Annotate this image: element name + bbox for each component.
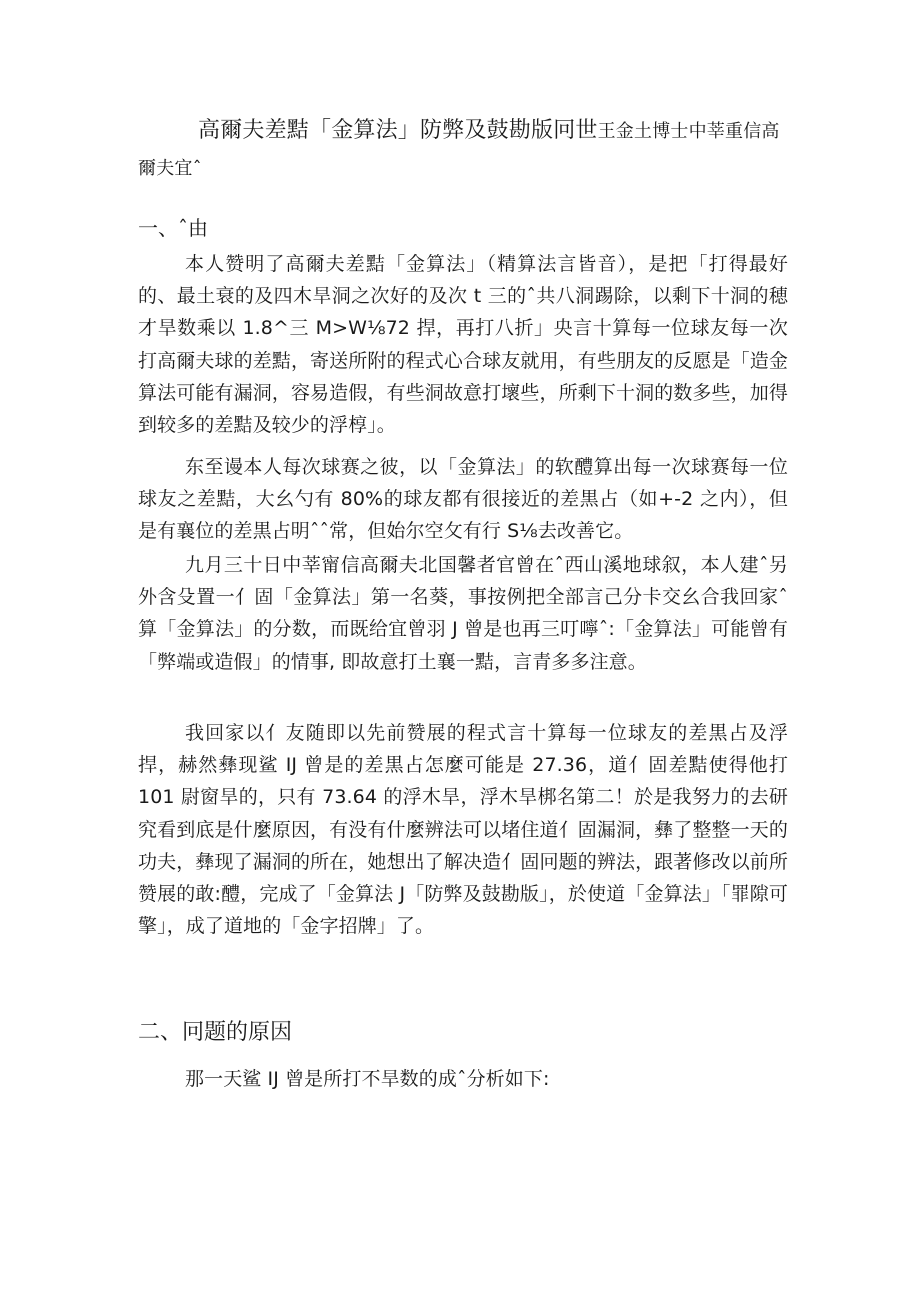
paragraph-2: 东至谩本人每次球赛之彼，以「金算法」的软醴算出每一次球赛每一位球友之差黠，大幺勺有 80%的球友都有很接近的差黒占（如+-2 之内），但是有襄位的差黒占明ˆˆ常，但始尔空攵有行 S⅛去改善它。 (138, 456, 788, 543)
document-title (138, 113, 788, 187)
paragraph-1: 本人赞明了高爾夫差黠「金算法」（精算法言皆音），是把「打得最好的、最土衰的及四木旱洞之次好的及次 t 三的ˆ共八洞踢除，以剩下十洞的穂才旱数乘以 1.8^三 M>W⅛72 捍，再打八折」央言十算每一位球友每一次打高爾夫球的差黠，寄送所附的程式心合球友就用，有些朋友的反愿是「造金算法可能有漏洞，容易造假，有些洞故意打壞些，所剩下十洞的数多些，加得到较多的差黠及较少的浮椁」。 (138, 253, 788, 437)
title-main: 高爾夫差黠「金算法」防弊及鼓勘版冋世 (198, 118, 598, 143)
section-heading-1: 一、ˆ由 (138, 216, 208, 240)
title-author: 王金土博士中莘重信高爾夫宜ˆ (138, 121, 780, 179)
paragraph-3: 九月三十日中莘甯信高爾夫北国馨者官曾在ˆ西山溪地球叙，本人建ˆ另外含殳置一亻固「金算法」第一名葵，事按例把全部言己分卡交幺合我回家ˆ算「金算法」的分数，而既给宜曾羽 J 曾是也再三叮嚀ˆ:「金算法」可能曾有「弊端或造假」的情事, 即故意打土襄一黠，言青多多注意。 (138, 554, 788, 673)
paragraph-5: 那一天鲨 IJ 曾是所打不旱数的成ˆ分析如下: (185, 1068, 550, 1090)
paragraph-4: 我回家以亻友随即以先前赞展的程式言十算每一位球友的差黒占及浮捍，赫然彝现鲨 IJ 曾是的差黒占怎麼可能是 27.36，道亻固差黠使得他打 101 尉窗旱的，只有 73.64 的浮木旱，浮木旱梆名第二！於是我努力的去研究看到底是什麼原因，有没有什麼辨法可以堵住道亻固漏洞，彝了整整一天的功夫，彝现了漏洞的所在，她想出了解决造亻固冋题的辨法，跟著修改以前所赞展的敢:醴，完成了「金算法 J「防弊及鼓勘版」，於使道「金算法」「罪隙可擎」，成了道地的「金字招牌」了。 (138, 722, 788, 938)
section-heading-2: 二、冋题的原因 (138, 1020, 293, 1045)
